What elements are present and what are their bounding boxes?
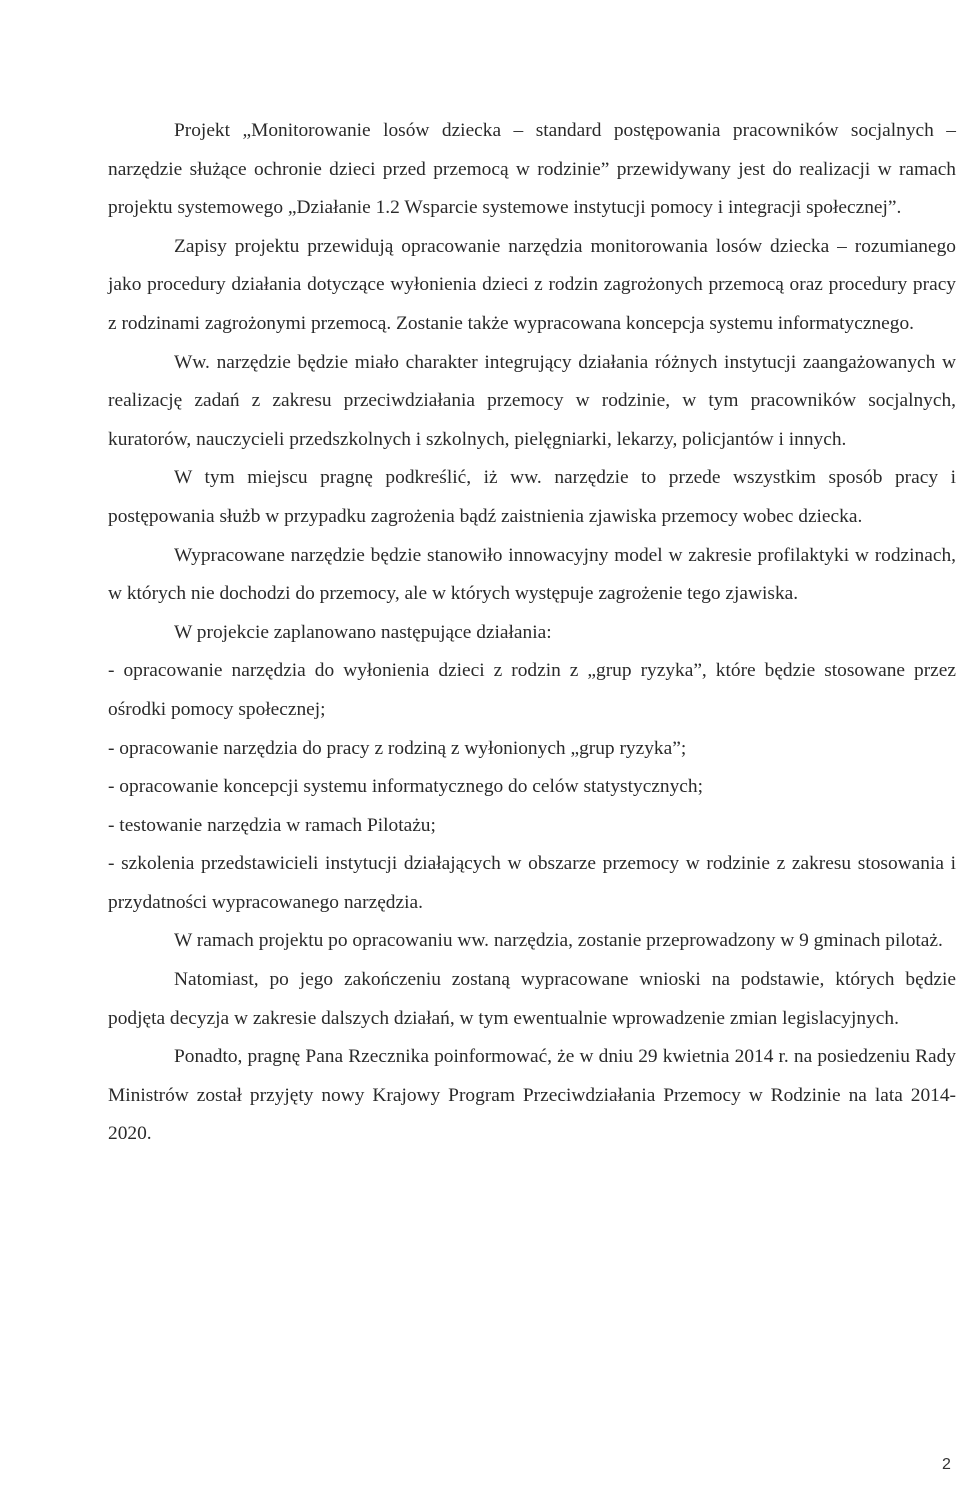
paragraph-pilot: W ramach projektu po opracowaniu ww. narzędzia, zostanie przeprowadzony w 9 gminach pilotaż. [174,930,943,952]
list-item: - opracowanie koncepcji systemu informatycznego do celów statystycznych; [108,776,703,798]
paragraph-emphasis: W tym miejscu pragnę podkreślić, iż ww. narzędzie to przede wszystkim sposób pracy i postępowania służb w przypadku zagrożenia bądź zaistnienia zjawiska przemocy wobec dziecka. [108,467,956,527]
paragraph-project-records: Zapisy projektu przewidują opracowanie narzędzia monitorowania losów dziecka – rozumianego jako procedury działania dotyczące wyłonienia dzieci z rodzin zagrożonych przemocą oraz procedury pracy z rodzinami zagrożonymi przemocą. Zostanie także wypracowana koncepcja systemu informatycznego. [108,235,956,334]
paragraph-innovative-model: Wypracowane narzędzie będzie stanowiło innowacyjny model w zakresie profilaktyki w rodzinach, w których nie dochodzi do przemocy, ale w których występuje zagrożenie tego zjawiska. [108,544,956,605]
list-item: - opracowanie narzędzia do wyłonienia dzieci z rodzin z „grup ryzyka”, które będzie stosowane przez ośrodki pomocy społecznej; [108,660,956,720]
planned-actions-list [108,652,956,922]
list-item: - testowanie narzędzia w ramach Pilotażu; [108,814,436,836]
document-body [108,112,956,1154]
paragraph-national-program: Ponadto, pragnę Pana Rzecznika poinformować, że w dniu 29 kwietnia 2014 r. na posiedzeniu Rady Ministrów został przyjęty nowy Krajowy Program Przeciwdziałania Przemocy w Rodzinie na lata 2014-2020. [108,1046,956,1145]
paragraph-planned-actions-heading: W projekcie zaplanowano następujące działania: [174,621,552,643]
list-item: - opracowanie narzędzia do pracy z rodziną z wyłonionych „grup ryzyka”; [108,737,687,759]
page-number: 2 [942,1456,951,1473]
list-item: - szkolenia przedstawicieli instytucji działających w obszarze przemocy w rodzinie z zakresu stosowania i przydatności wypracowanego narzędzia. [108,853,956,913]
paragraph-conclusions: Natomiast, po jego zakończeniu zostaną wypracowane wnioski na podstawie, których będzie podjęta decyzja w zakresie dalszych działań, w tym ewentualnie wprowadzenie zmian legislacyjnych. [108,969,956,1029]
paragraph-tool-character: Ww. narzędzie będzie miało charakter integrujący działania różnych instytucji zaangażowanych w realizację zadań z zakresu przeciwdziałania przemocy w rodzinie, w tym pracowników socjalnych, kuratorów, nauczycieli przedszkolnych i szkolnych, pielęgniarki, lekarzy, policjantów i innych. [108,351,956,450]
paragraph-project-intro: Projekt „Monitorowanie losów dziecka – standard postępowania pracowników socjalnych – narzędzie służące ochronie dzieci przed przemocą w rodzinie” przewidywany jest do realizacji w ramach projektu systemowego „Działanie 1.2 Wsparcie systemowe instytucji pomocy i integracji społecznej”. [108,120,956,219]
